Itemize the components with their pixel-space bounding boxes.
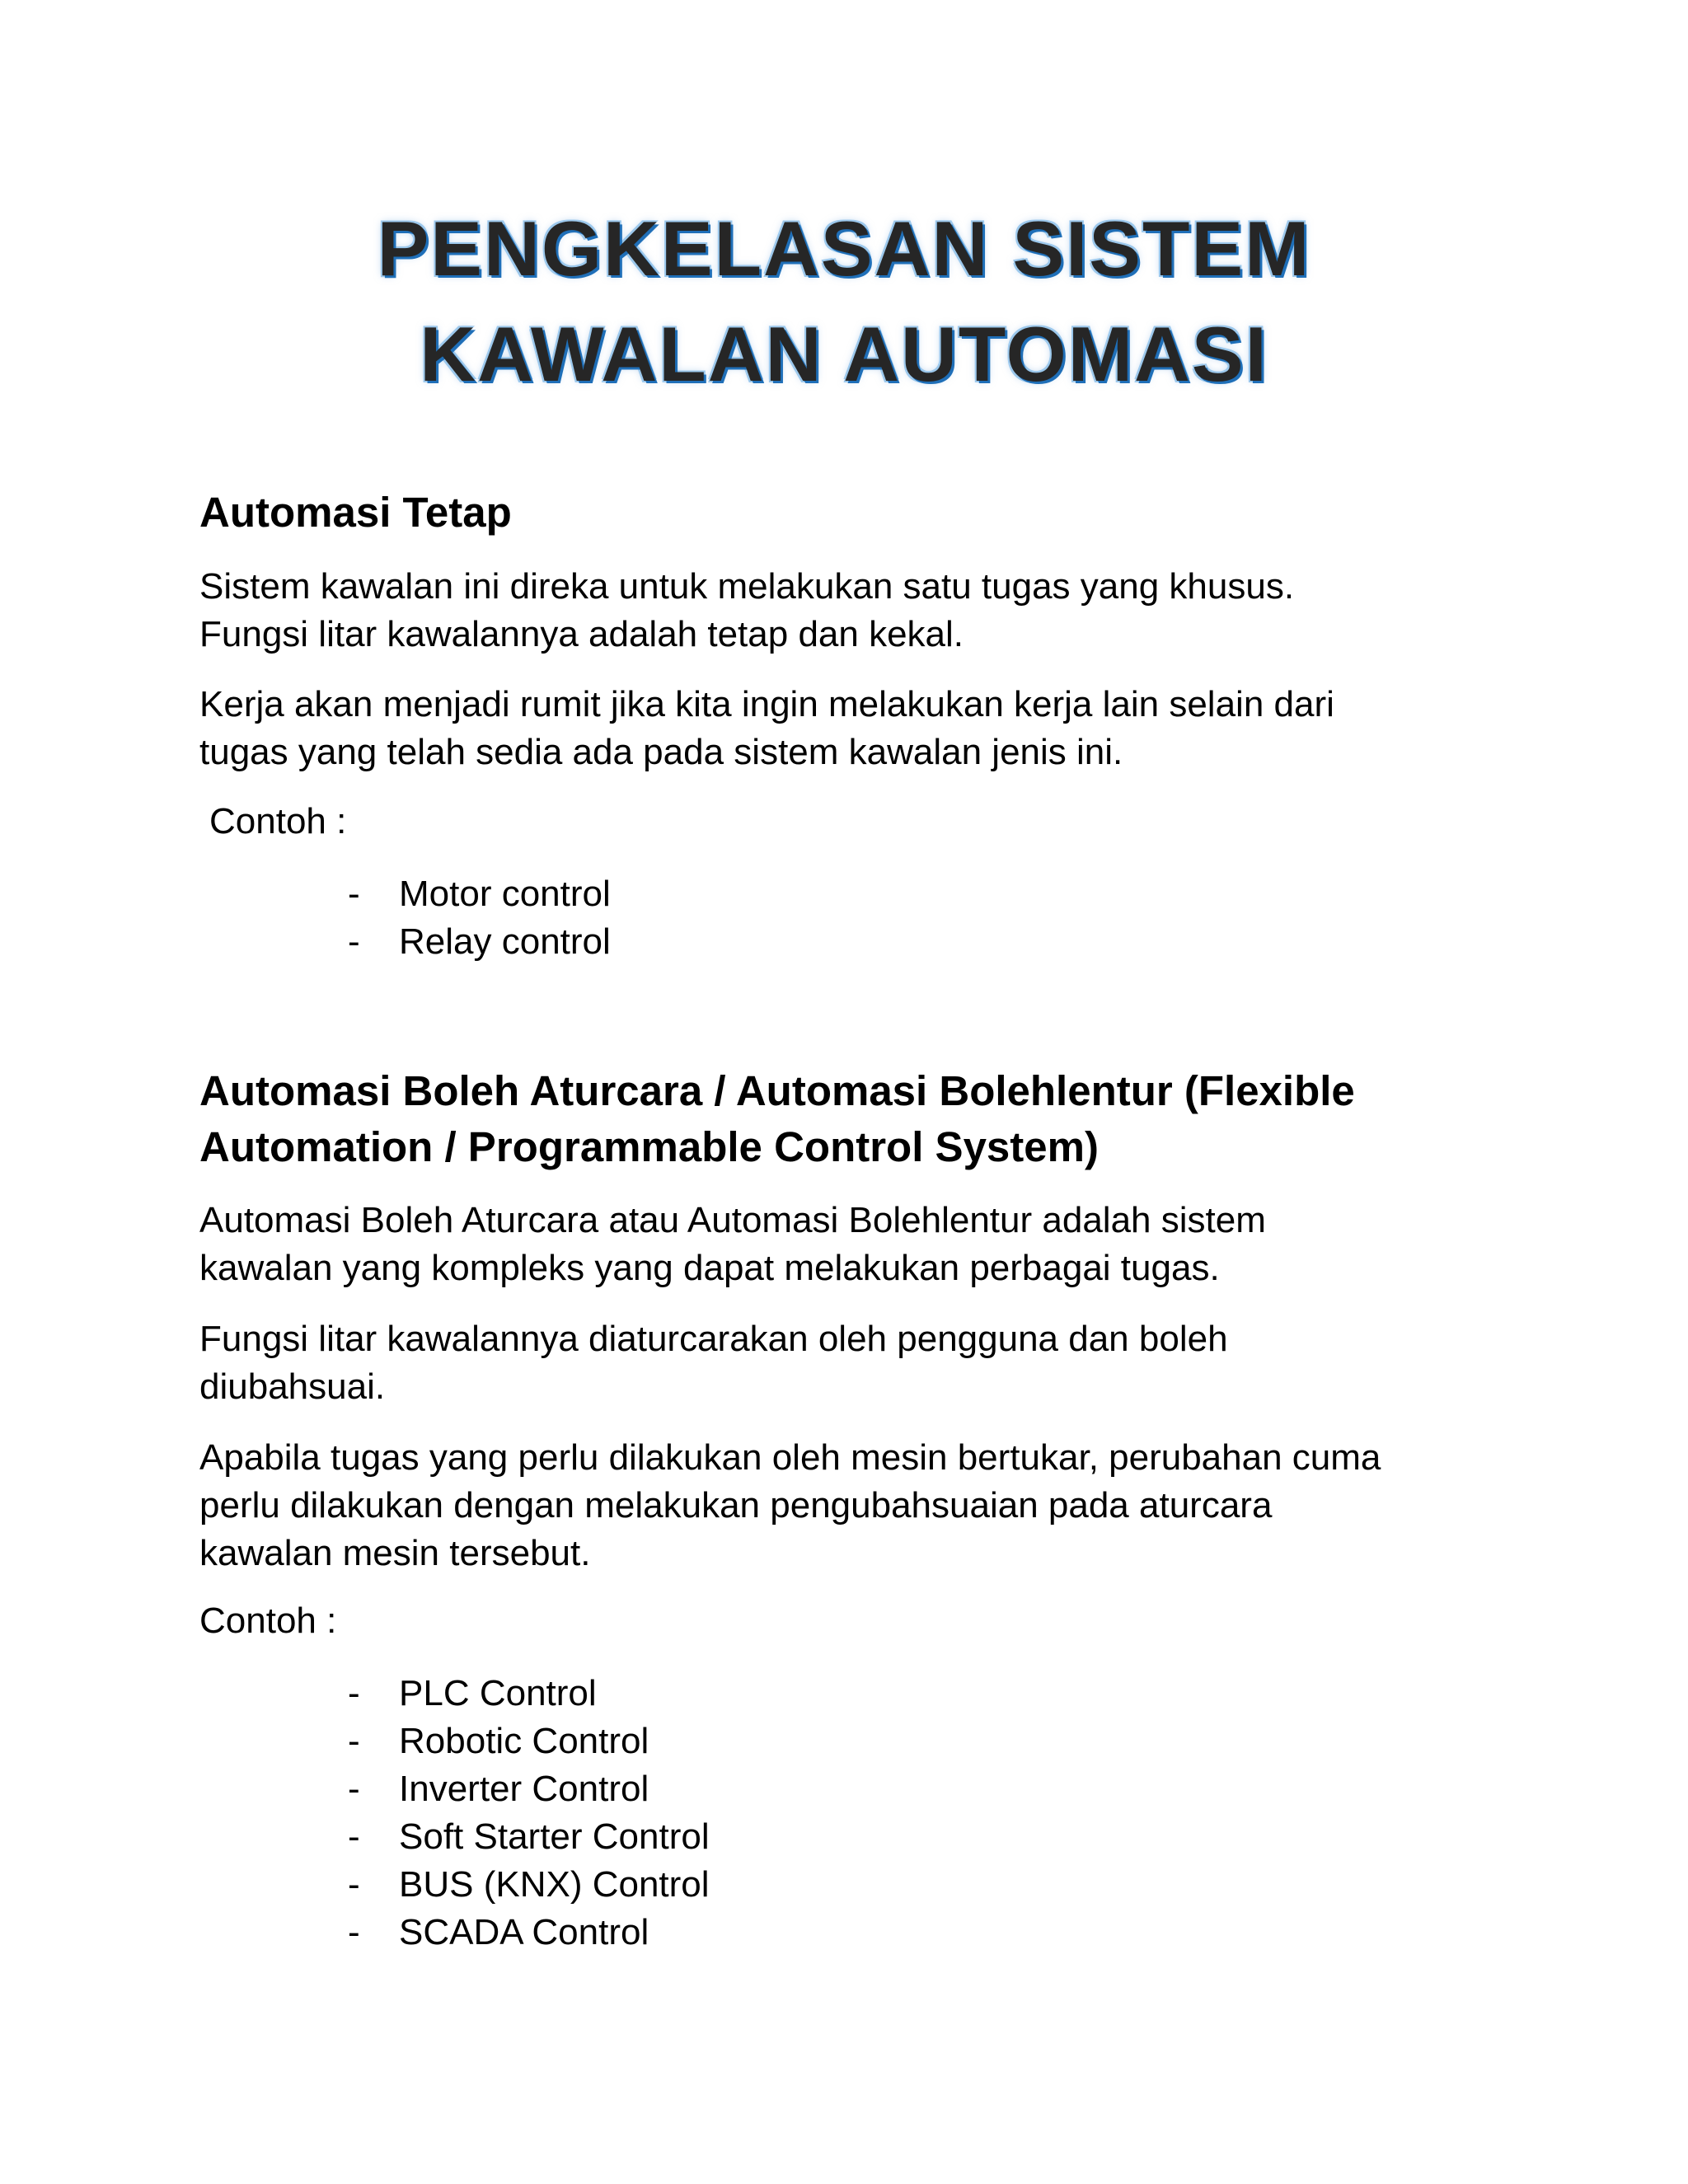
- paragraph-line: diubahsuai.: [199, 1366, 386, 1407]
- list-item: - Relay control: [348, 921, 611, 962]
- paragraph-line: Sistem kawalan ini direka untuk melakukan satu tugas yang khusus.: [199, 566, 1295, 607]
- paragraph-line: Fungsi litar kawalannya diaturcarakan oleh pengguna dan boleh: [199, 1319, 1228, 1359]
- paragraph-line: Apabila tugas yang perlu dilakukan oleh mesin bertukar, perubahan cuma: [199, 1437, 1381, 1478]
- paragraph-line: Automasi Boleh Aturcara atau Automasi Bolehlentur adalah sistem: [199, 1200, 1266, 1240]
- title-line-2: KAWALAN AUTOMASI: [420, 311, 1268, 397]
- page-title: [0, 196, 1688, 407]
- section-heading: Automasi Boleh Aturcara / Automasi Bolehlentur (Flexible Automation / Programmable Control System): [199, 1067, 1355, 1170]
- list-item: - Motor control: [348, 874, 611, 914]
- list-item: - PLC Control: [348, 1673, 597, 1713]
- section-automasi-boleh-aturcara: [199, 1063, 1493, 1175]
- list-item: - Robotic Control: [348, 1721, 649, 1761]
- section1-paragraph-1: [199, 563, 1493, 658]
- paragraph-line: perlu dilakukan dengan melakukan pengubahsuaian pada aturcara: [199, 1485, 1273, 1526]
- paragraph-line: kawalan yang kompleks yang dapat melakukan perbagai tugas.: [199, 1248, 1220, 1288]
- section2-paragraph-2: [199, 1315, 1493, 1411]
- paragraph-line: Kerja akan menjadi rumit jika kita ingin melakukan kerja lain selain dari: [199, 684, 1334, 724]
- section-automasi-tetap: [199, 485, 1493, 541]
- paragraph-line: kawalan mesin tersebut.: [199, 1533, 591, 1573]
- section2-paragraph-1: [199, 1197, 1493, 1292]
- paragraph-line: Fungsi litar kawalannya adalah tetap dan kekal.: [199, 614, 964, 654]
- title-line-1: PENGKELASAN SISTEM: [377, 205, 1311, 292]
- paragraph-line: tugas yang telah sedia ada pada sistem kawalan jenis ini.: [199, 732, 1123, 772]
- contoh-label: Contoh :: [199, 1601, 337, 1641]
- section1-paragraph-2: [199, 681, 1493, 776]
- section-heading: Automasi Tetap: [199, 489, 512, 536]
- list-item: - SCADA Control: [348, 1912, 649, 1952]
- section2-paragraph-3: [199, 1434, 1493, 1577]
- example-list: [199, 870, 1493, 966]
- example-list: [199, 1670, 1493, 1957]
- list-item: - Soft Starter Control: [348, 1816, 710, 1857]
- list-item: - Inverter Control: [348, 1769, 649, 1809]
- list-item: - BUS (KNX) Control: [348, 1864, 710, 1905]
- contoh-label: Contoh :: [209, 801, 347, 841]
